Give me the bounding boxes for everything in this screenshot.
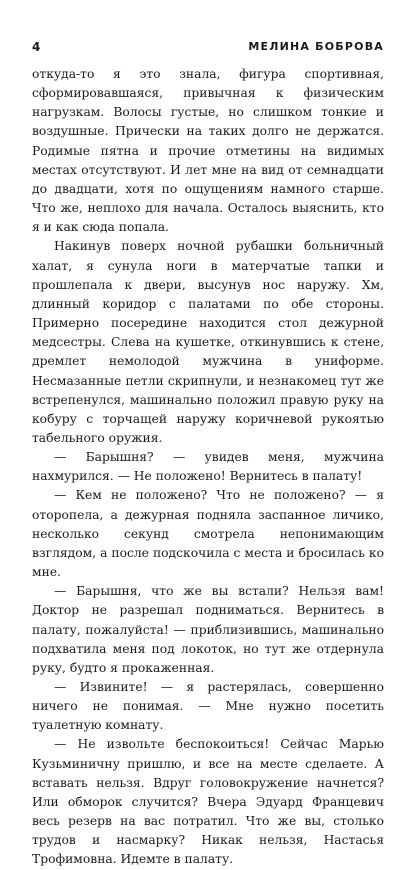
page-header bbox=[32, 40, 384, 58]
paragraph: откуда-то я это знала, фигура спортивная, сформировавшаяся, привычная к физическим нагрузкам. Волосы густые, но слишком тонкие и воздушные. Прически на таких долго не держатся. Родимые пятна и прочие отметины на видимых местах отсутствуют. И лет мне на вид от семнадцати до двадцати, хотя по ощущениям намного старше. Что же, неплохо для начала. Осталось выяснить, кто я и как сюда попала. bbox=[32, 67, 384, 235]
page-number: 4 bbox=[32, 40, 41, 54]
paragraph: — Барышня, что же вы встали? Нельзя вам! Доктор не разрешал подниматься. Вернитесь в палату, пожалуйста! — приблизившись, машинально подхватила меня под локоток, но тут же отдернула руку, будто я прокаженная. bbox=[32, 584, 384, 675]
paragraph: — Извините! — я растерялась, совершенно ничего не понимая. — Мне нужно посетить туалетную комнату. bbox=[32, 680, 384, 733]
paragraph: — Барышня? — увидев меня, мужчина нахмурился. — Не положено! Вернитесь в палату! bbox=[32, 450, 384, 484]
paragraph: Накинув поверх ночной рубашки больничный халат, я сунула ноги в матерчатые тапки и прошлепала к двери, высунув нос наружу. Хм, длинный коридор с палатами по обе стороны. Примерно посередине находится стол дежурной медсестры. Слева на кушетке, откинувшись к стене, дремлет немолодой мужчина в униформе. Несмазанные петли скрипнули, и незнакомец тут же встрепенулся, машинально положил правую руку на кобуру с торчащей наружу коричневой рукоятью табельного оружия. bbox=[32, 239, 384, 445]
running-head-author: МЕЛИНА БОБРОВА bbox=[248, 40, 384, 53]
body-text bbox=[32, 65, 384, 870]
paragraph: — Не извольте беспокоиться! Сейчас Марью Кузьминичну пришлю, и все на месте сделаете. А вставать нельзя. Вдруг головокружение начнется? Или обморок случится? Вчера Эдуард Францевич весь резерв на вас потратил. Что же вы, столько трудов и насмарку? Никак нельзя, Настасья Трофимовна. Идемте в палату. bbox=[32, 737, 384, 867]
paragraph: — Кем не положено? Что не положено? — я оторопела, а дежурная подняла заспанное личико, несколько секунд смотрела непонимающим взглядом, а после подскочила с места и бросилась ко мне. bbox=[32, 488, 384, 580]
